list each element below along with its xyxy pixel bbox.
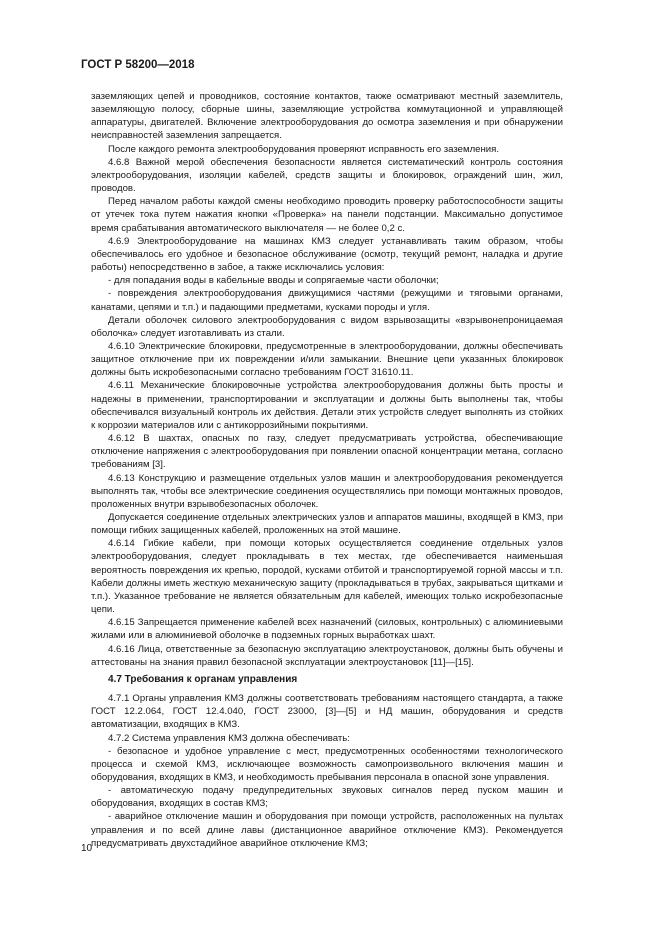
page-number: 10 xyxy=(81,843,93,854)
paragraph: Перед началом работы каждой смены необходимо проводить проверку работоспособности защиты от утечек тока путем нажатия кнопки «Проверка» на панели подстанции. Максимально допустимое время срабатывания автоматического выключателя — не более 0,2 с. xyxy=(91,196,563,234)
paragraph-4-6-10: 4.6.10 Электрические блокировки, предусмотренные в электрооборудовании, должны обеспечивать защитное отключение при их повреждении и/или замыкании. Внешние цепи указанных блокировок должны быть искробезопасными согласно требованиям ГОСТ 31610.11. xyxy=(91,340,563,379)
paragraph-4-6-15: 4.6.15 Запрещается применение кабелей всех назначений (силовых, контрольных) с алюминиевыми жилами или в алюминиевой оболочке в подземных горных выработках шахт. xyxy=(91,617,563,642)
section-heading: 4.7 Требования к органам управления xyxy=(108,673,298,685)
list-item: - безопасное и удобное управление с мест, предусмотренных особенностями технологического процесса и схемой КМЗ, исключающее возможность самопроизвольного включения машин и оборудования, входящих в КМЗ, и необходимость пребывания персонала в опасной зоне управления. xyxy=(91,745,563,783)
list-item: - повреждения электрооборудования движущимися частями (режущими и тяговыми органами, канатами, цепями и т.п.) и падающими предметами, кусками породы и угля. xyxy=(91,288,563,313)
paragraph-4-6-8: 4.6.8 Важной мерой обеспечения безопасности является систематический контроль состояния электрооборудования, изоляции кабелей, средств защиты и блокировок, ограждений шин, жил, проводов. xyxy=(91,156,563,195)
paragraph: Допускается соединение отдельных электрических узлов и аппаратов машины, входящей в КМЗ, при помощи гибких защищенных кабелей, проложенных на этой машине. xyxy=(91,512,563,537)
paragraph-4-6-13: 4.6.13 Конструкцию и размещение отдельных узлов машин и электрооборудования рекомендуется выполнять так, чтобы все электрические соединения осуществлялись при помощи монтажных проводов, проложенных внутри взрывобезопасных оболочек. xyxy=(91,472,563,510)
list-item: - автоматическую подачу предупредительных звуковых сигналов перед пуском машин и оборудования, входящих в состав КМЗ; xyxy=(91,785,563,810)
paragraph-4-6-12: 4.6.12 В шахтах, опасных по газу, следует предусматривать устройства, обеспечивающие отключение напряжения с электрооборудования при появлении опасной концентрации метана, согласно требованиям [3]. xyxy=(91,433,563,471)
paragraph-4-7-1: 4.7.1 Органы управления КМЗ должны соответствовать требованиям настоящего стандарта, а также ГОСТ 12.2.064, ГОСТ 12.4.040, ГОСТ 23000, [3]—[5] и НД машин, оборудования и средств автоматизации, входящих в КМЗ. xyxy=(91,693,563,731)
list-item: - для попадания воды в кабельные вводы и сопрягаемые части оболочки; xyxy=(108,275,439,287)
paragraph-4-6-14: 4.6.14 Гибкие кабели, при помощи которых осуществляется соединение отдельных узлов электрооборудования, следует прокладывать в тех местах, где обеспечивается наименьшая вероятность повреждения их крепью, породой, кусками отбитой и транспортируемой горной массы и т.п. Кабели должны иметь жесткую механическую защиту (прокладываться в трубах, закрываться щитками и т.п.). Указанное требование не является обязательным для кабелей, имеющих только искробезопасные цепи. xyxy=(91,538,563,616)
list-item: - аварийное отключение машин и оборудования при помощи устройств, расположенных на пультах управления и по всей длине лавы (дистанционное аварийное отключение КМЗ). Рекомендуется предусматривать двухстадийное аварийное отключение КМЗ; xyxy=(91,811,563,849)
paragraph-4-6-16: 4.6.16 Лица, ответственные за безопасную эксплуатацию электроустановок, должны быть обучены и аттестованы на знания правил безопасной эксплуатации электроустановок [11]—[15]. xyxy=(91,643,563,668)
paragraph: Детали оболочек силового электрооборудования с видом взрывозащиты «взрывонепроницаемая оболочка» следует изготавливать из стали. xyxy=(91,314,563,339)
document-header: ГОСТ Р 58200—2018 xyxy=(81,59,195,71)
paragraph-4-7-2: 4.7.2 Система управления КМЗ должна обеспечивать: xyxy=(108,732,350,744)
paragraph-4-6-9: 4.6.9 Электрооборудование на машинах КМЗ следует устанавливать таким образом, чтобы обеспечивалось его удобное и безопасное обслуживание (осмотр, текущий ремонт, наладка и другие работы) непосредственно в забое, а также исключались условия: xyxy=(91,235,563,274)
paragraph-4-6-11: 4.6.11 Механические блокировочные устройства электрооборудования должны быть просты и надежны в применении, транспортировании и эксплуатации и должны быть выполнены так, чтобы обеспечивался визуальный контроль их действия. Детали этих устройств следует выполнять из стойких к коррозии материалов или с антикоррозийными покрытиями. xyxy=(91,380,563,431)
document-body xyxy=(91,90,563,850)
paragraph: После каждого ремонта электрооборудования проверяют исправность его заземления. xyxy=(108,143,500,155)
paragraph-continued: заземляющих цепей и проводников, состояние контактов, также осматривают местный заземлитель, заземляющую полосу, сборные шины, заземляющие устройства коммутационной и управляющей аппаратуры, двигателей. Включение электрооборудования до осмотра заземления и при обнаружении неисправностей заземления запрещается. xyxy=(91,91,563,142)
